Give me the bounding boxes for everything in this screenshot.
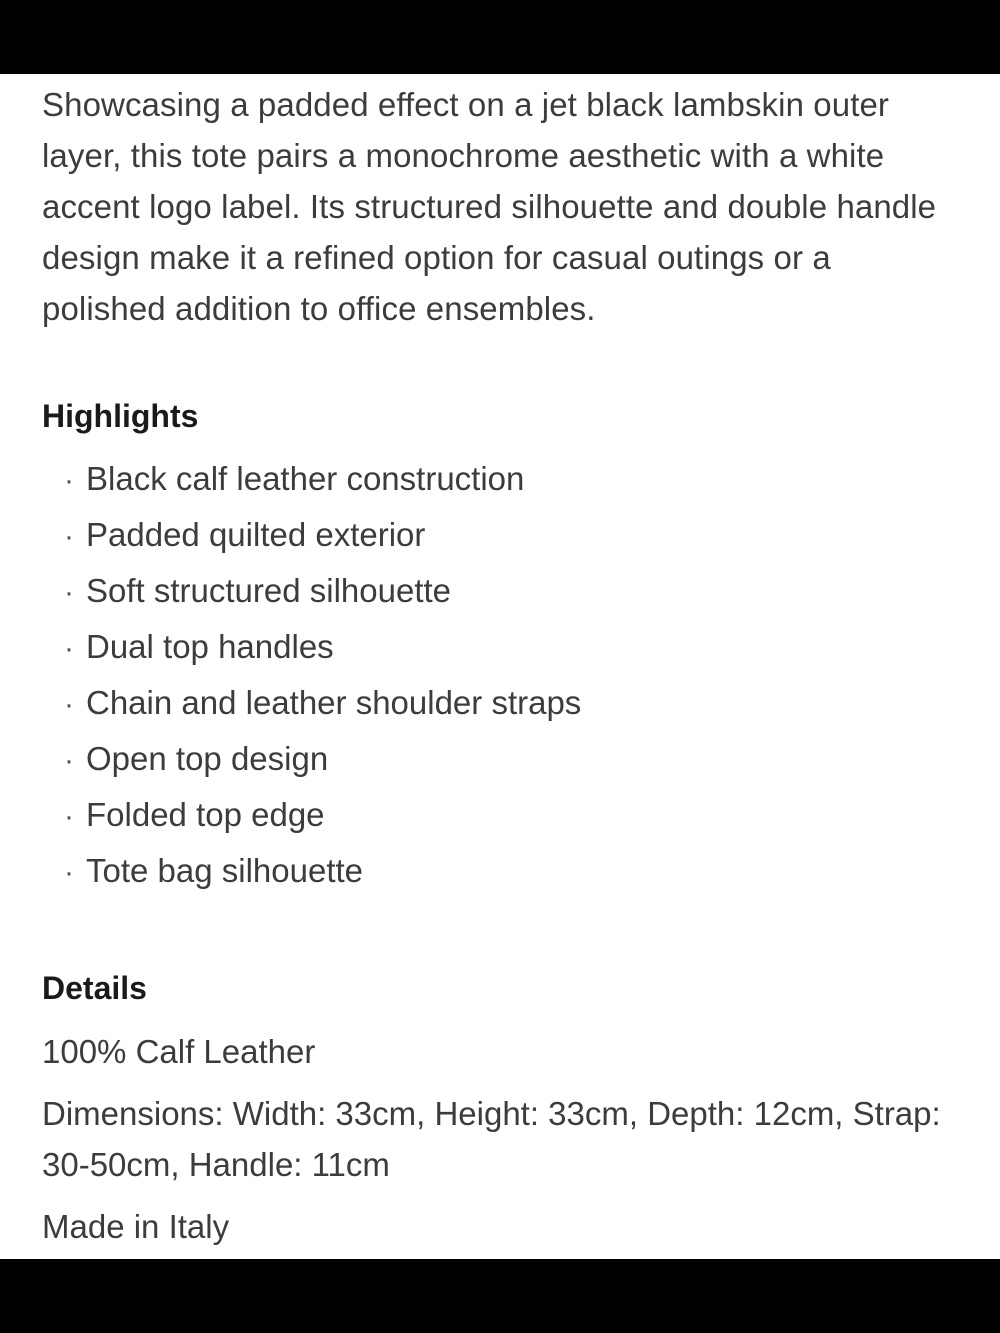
highlight-text: Padded quilted exterior: [86, 516, 426, 553]
bullet-dot: ·: [64, 688, 74, 721]
product-description-panel[interactable]: [0, 74, 1000, 1259]
bullet-dot: ·: [64, 744, 74, 777]
bullet-dot: ·: [64, 632, 74, 665]
bullet-dot: ·: [64, 576, 74, 609]
origin-detail: Made in Italy: [42, 1208, 230, 1245]
list-item: [64, 569, 581, 625]
highlight-text: Soft structured silhouette: [86, 572, 452, 609]
list-item: [64, 457, 581, 513]
material-detail: 100% Calf Leather: [42, 1033, 316, 1070]
highlights-list: [64, 457, 581, 905]
highlight-text: Folded top edge: [86, 796, 325, 833]
bullet-dot: ·: [64, 800, 74, 833]
highlight-text: Tote bag silhouette: [86, 852, 364, 889]
list-item: [64, 849, 581, 905]
highlight-text: Open top design: [86, 740, 329, 777]
highlight-text: Black calf leather construction: [86, 460, 525, 497]
list-item: [64, 793, 581, 849]
top-letterbox-bar: [0, 0, 1000, 74]
bullet-dot: ·: [64, 856, 74, 889]
highlights-heading: Highlights: [42, 398, 199, 434]
details-heading: Details: [42, 970, 147, 1006]
dimensions-detail: Dimensions: Width: 33cm, Height: 33cm, Depth: 12cm, Strap: 30-50cm, Handle: 11cm: [42, 1095, 941, 1183]
bottom-letterbox-bar: [0, 1259, 1000, 1333]
highlight-text: Dual top handles: [86, 628, 334, 665]
product-description: Showcasing a padded effect on a jet black lambskin outer layer, this tote pairs a monochrome aesthetic with a white accent logo label. Its structured silhouette and double handle design make it a refined option for casual outings or a polished addition to office ensembles.: [42, 86, 937, 327]
list-item: [64, 737, 581, 793]
list-item: [64, 625, 581, 681]
list-item: [64, 513, 581, 569]
list-item: [64, 681, 581, 737]
highlight-text: Chain and leather shoulder straps: [86, 684, 582, 721]
bullet-dot: ·: [64, 464, 74, 497]
bullet-dot: ·: [64, 520, 74, 553]
